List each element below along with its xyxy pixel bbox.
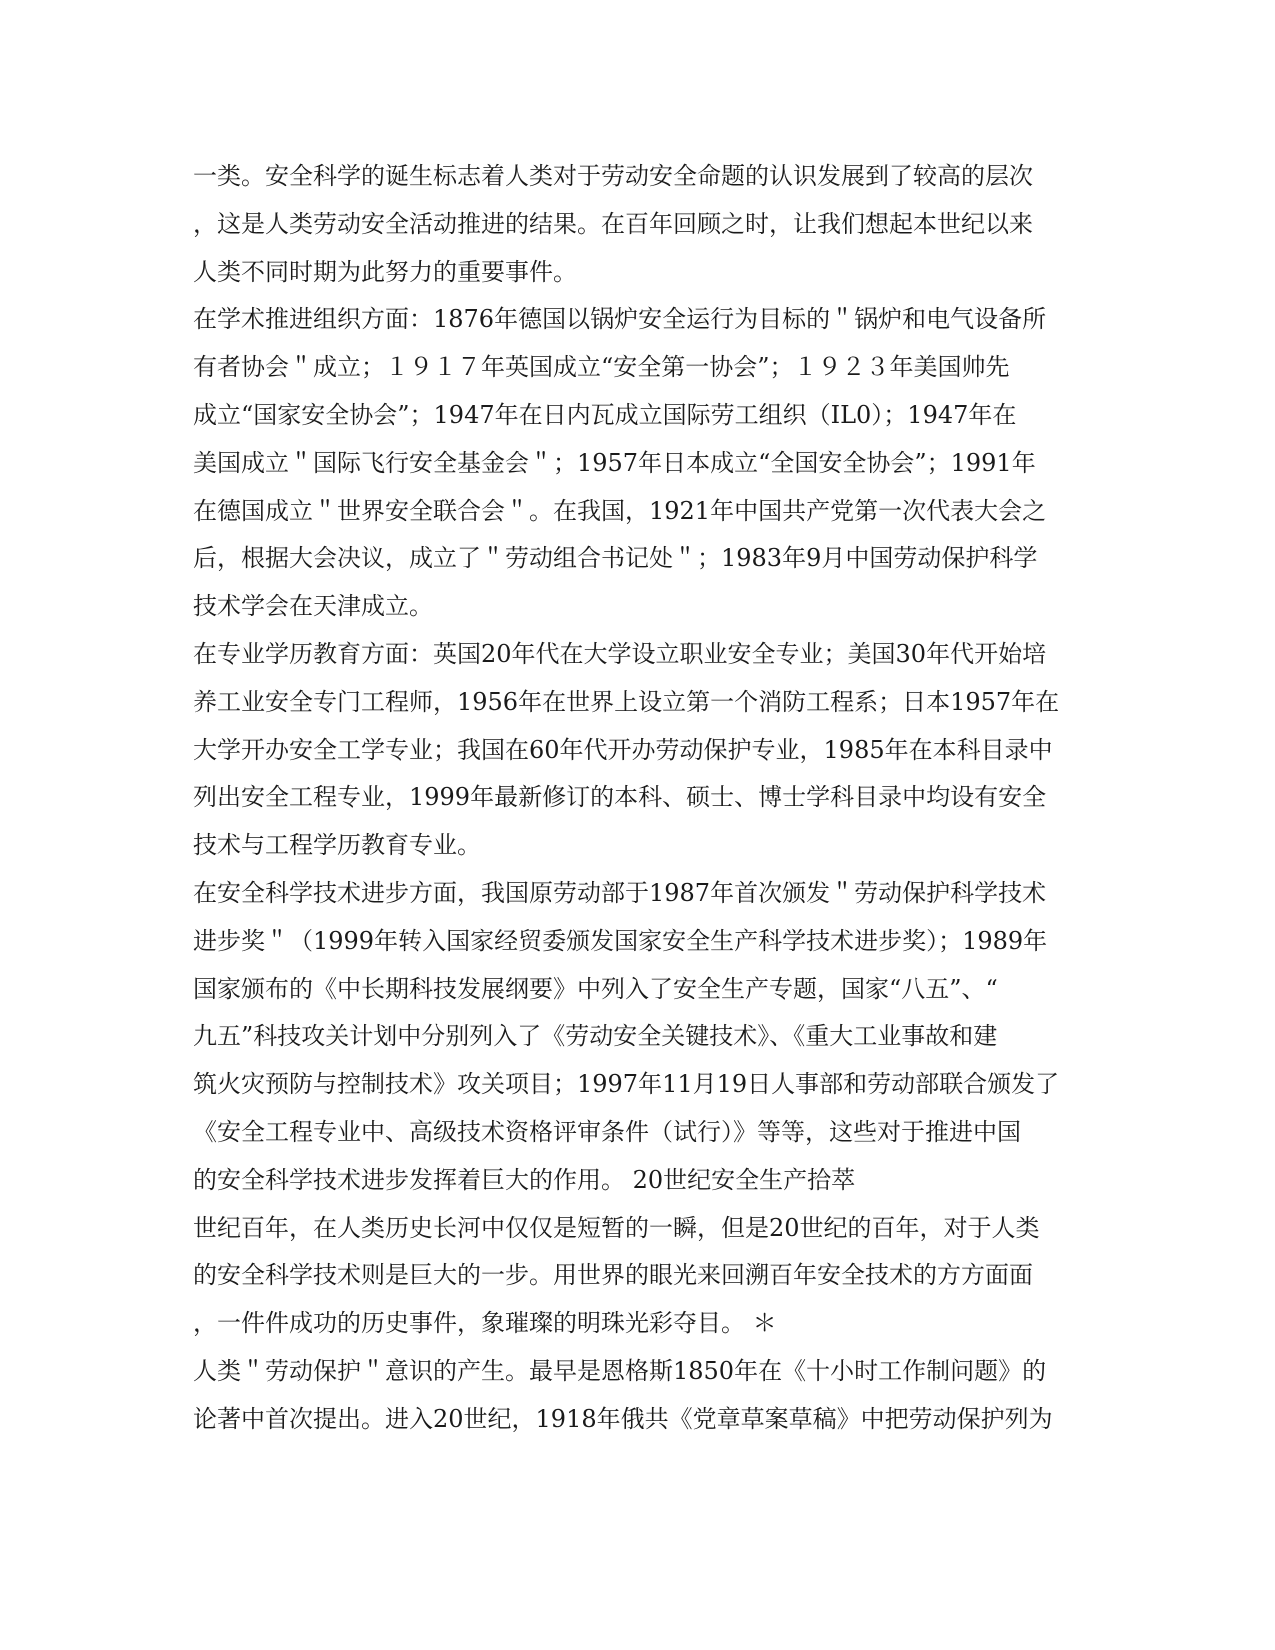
text-line: ，这是人类劳动安全活动推进的结果。在百年回顾之时，让我们想起本世纪以来 xyxy=(193,209,1033,238)
text-line: 一类。安全科学的诞生标志着人类对于劳动安全命题的认识发展到了较高的层次 xyxy=(193,162,1033,190)
body-text xyxy=(193,153,1073,1444)
text-line: 在德国成立＂世界安全联合会＂。在我国，1921年中国共产党第一次代表大会之 xyxy=(193,496,1047,525)
text-line: 有者协会＂成立；１９１７年英国成立“安全第一协会”；１９２３年美国帅先 xyxy=(193,353,1010,382)
text-line: 国家颁布的《中长期科技发展纲要》中列入了安全生产专题，国家“八五”、“ xyxy=(193,974,998,1003)
text-line: 大学开办安全工学专业；我国在60年代开办劳动保护专业，1985年在本科目录中 xyxy=(193,735,1053,764)
text-line: 进步奖＂（1999年转入国家经贸委颁发国家安全生产科学技术进步奖）；1989年 xyxy=(193,926,1048,955)
text-line: 在专业学历教育方面：英国20年代在大学设立职业安全专业；美国30年代开始培 xyxy=(193,639,1047,668)
text-line: 世纪百年，在人类历史长河中仅仅是短暂的一瞬，但是20世纪的百年，对于人类 xyxy=(193,1213,1040,1242)
text-line: 成立“国家安全协会”；1947年在日内瓦成立国际劳工组织（IL0）；1947年在 xyxy=(193,400,1017,429)
text-line: 在安全科学技术进步方面，我国原劳动部于1987年首次颁发＂劳动保护科学技术 xyxy=(193,878,1047,907)
text-line: 后，根据大会决议，成立了＂劳动组合书记处＂；1983年9月中国劳动保护科学 xyxy=(193,544,1038,573)
text-line: 美国成立＂国际飞行安全基金会＂；1957年日本成立“全国安全协会”；1991年 xyxy=(193,448,1036,477)
text-line: 的安全科学技术进步发挥着巨大的作用。 20世纪安全生产拾萃 xyxy=(193,1165,856,1194)
text-line: 筑火灾预防与控制技术》攻关项目；1997年11月19日人事部和劳动部联合颁发了 xyxy=(193,1070,1060,1099)
text-line: 人类不同时期为此努力的重要事件。 xyxy=(193,257,577,286)
text-line: 技术学会在天津成立。 xyxy=(193,592,433,621)
text-line: 《安全工程专业中、高级技术资格评审条件（试行）》等等，这些对于推进中国 xyxy=(193,1117,1021,1146)
text-line: 技术与工程学历教育专业。 xyxy=(193,831,481,860)
text-line: 养工业安全专门工程师，1956年在世界上设立第一个消防工程系；日本1957年在 xyxy=(193,687,1060,716)
text-line: 九五”科技攻关计划中分别列入了《劳动安全关键技术》、《重大工业事故和建 xyxy=(193,1022,998,1051)
text-line: 人类＂劳动保护＂意识的产生。最早是恩格斯1850年在《十小时工作制问题》的 xyxy=(193,1356,1047,1385)
text-line: 在学术推进组织方面：1876年德国以锅炉安全运行为目标的＂锅炉和电气设备所 xyxy=(193,305,1047,334)
text-line: 论著中首次提出。进入20世纪，1918年俄共《党章草案草稿》中把劳动保护列为 xyxy=(193,1404,1053,1433)
text-line: 的安全科学技术则是巨大的一步。用世界的眼光来回溯百年安全技术的方方面面 xyxy=(193,1261,1033,1290)
text-line: ，一件件成功的历史事件，象璀璨的明珠光彩夺目。 ＊ xyxy=(193,1309,777,1338)
text-line: 列出安全工程专业，1999年最新修订的本科、硕士、博士学科目录中均设有安全 xyxy=(193,783,1047,812)
